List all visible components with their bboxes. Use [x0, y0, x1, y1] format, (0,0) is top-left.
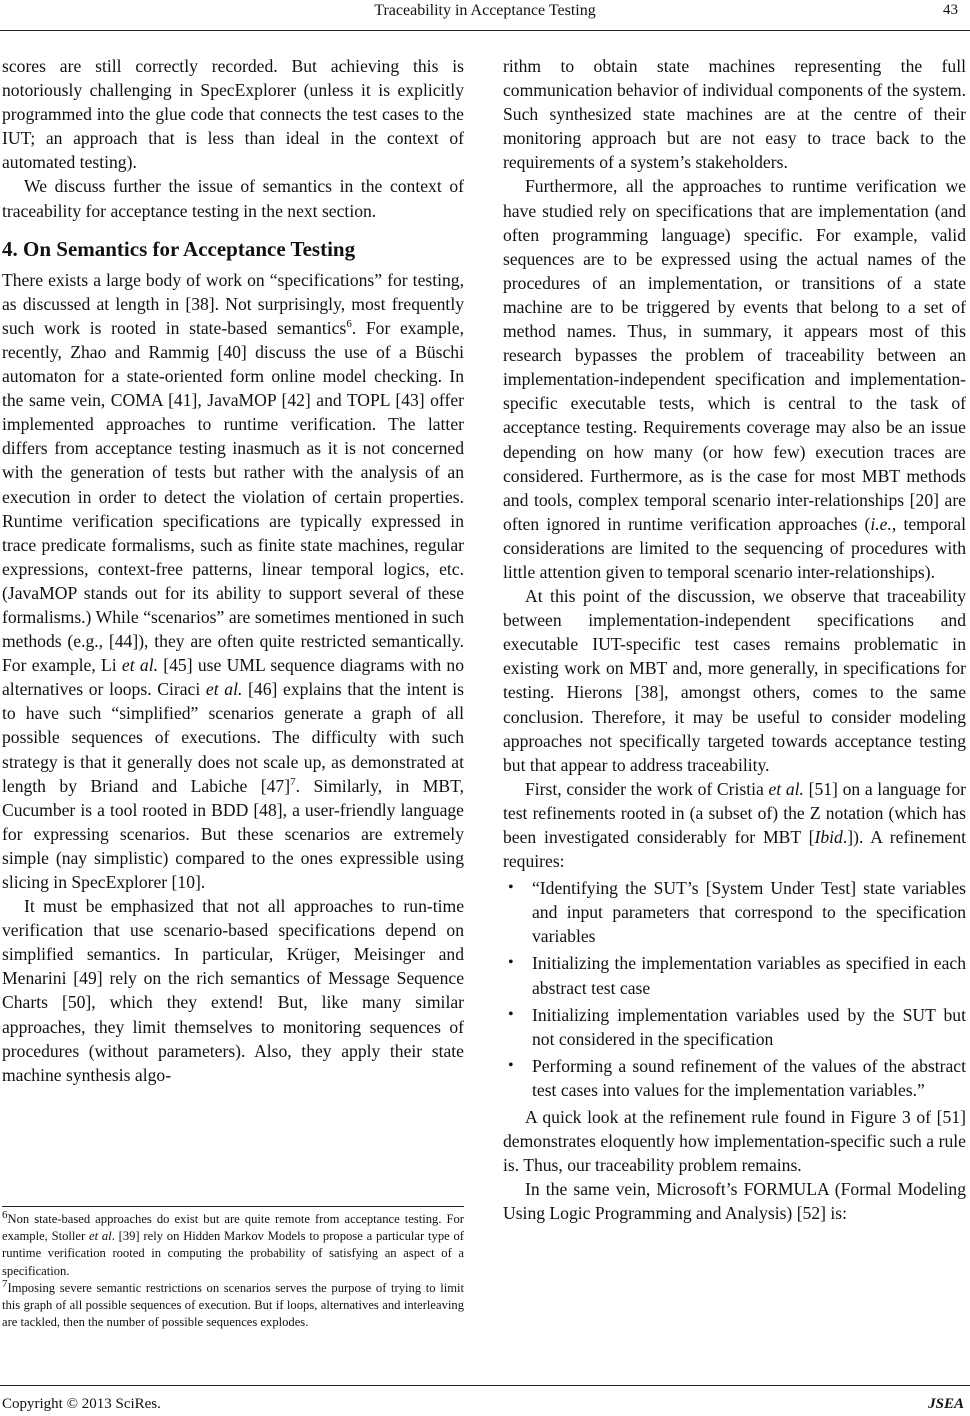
italic-run: i.e.: [870, 513, 892, 534]
text-run: , temporal considerations are limited to the sequencing of procedures with little attention given to temporal scenario inter-relationships).: [503, 513, 966, 582]
list-item-text: Performing a sound refinement of the values of the abstract test cases into values for the implementation variables.”: [532, 1055, 966, 1100]
refinement-list: [503, 876, 966, 1102]
list-item: [503, 1003, 966, 1051]
running-header: [0, 0, 970, 31]
text-run: . Similarly, in MBT, Cucumber is a tool rooted in BDD [48], a user-friendly language for expressing scenarios. But these scenarios are extremely simple (nay simplistic) compared to the ones expressible using slicing in SpecExplorer [10].: [2, 775, 464, 892]
bullet-icon: •: [508, 1005, 514, 1023]
text-run: Furthermore, all the approaches to runtime verification we have studied rely on specifications that are implementation (and often programming language) specific. For example, valid sequences are to be expressed using the actual names of the procedures of an implementation, or transitions of a state machine are to be triggered by events that belong to a set of method names. Thus, in summary, it appears most of this research bypasses the problem of traceability between an implementation-independent specification and implementation-specific executable tests, which is central to the task of acceptance testing. Requirements coverage may also be an issue depending on how many (or how few) execution traces are considered. Furthermore, as is the case for most MBT methods and tools, complex temporal scenario inter-relationships [20] are often ignored in runtime verification approaches (: [503, 176, 966, 534]
paragraph: [503, 777, 966, 873]
page-number: 43: [943, 2, 958, 18]
list-item: [503, 1054, 966, 1102]
footnotes: [2, 1206, 464, 1331]
paragraph: [503, 174, 966, 584]
list-item-text: Initializing implementation variables used by the SUT but not considered in the specification: [532, 1004, 966, 1049]
footnote-6: [2, 1208, 464, 1280]
footnote-7: [2, 1277, 464, 1332]
text-run: First, consider the work of Cristia: [525, 778, 769, 799]
paragraph: A quick look at the refinement rule found in Figure 3 of [51] demonstrates eloquently how implementation-specific such a rule is. Thus, our traceability problem remains.: [503, 1107, 966, 1176]
footnote-ref-7[interactable]: 7: [290, 775, 296, 788]
italic-run: et al.: [205, 679, 243, 700]
section-heading: 4. On Semantics for Acceptance Testing: [2, 236, 356, 261]
bullet-icon: •: [508, 879, 514, 897]
footnote-mark: 7: [2, 1277, 8, 1290]
list-item: [503, 876, 966, 948]
running-title: Traceability in Acceptance Testing: [374, 2, 596, 19]
text-run: [51] on a language for test refinements rooted in (a subset of) the Z notation (which has been investigated considerably for MBT [: [503, 778, 966, 847]
paragraph: scores are still correctly recorded. But achieving this is notoriously challenging in SpecExplorer (unless it is explicitly programmed into the glue code that connects the test cases to the IUT; an approach that is less than ideal in the context of automated testing).: [2, 56, 464, 173]
text-run: [46] explains that the intent is to have such “simplified” scenarios generate a graph of all possible sequences of executions. The difficulty with such strategy is that it generally does not scale up, as demonstrated at length by Briand and Labiche [47]: [2, 679, 464, 796]
paragraph: It must be emphasized that not all approaches to run-time verification that use scenario-based specifications depend on simplified semantics. In particular, Krüger, Meisinger and Menarini [49] rely on the rich semantics of Message Sequence Charts [50], which they extend! But, like many similar approaches, they limit themselves to monitoring sequences of procedures (without parameters). Also, they apply their state machine synthesis algo-: [2, 896, 464, 1085]
list-item-text: “Identifying the SUT’s [System Under Test] state variables and input parameters that correspond to the specification variables: [532, 878, 966, 947]
bullet-icon: •: [508, 1056, 514, 1074]
paragraph: At this point of the discussion, we observe that traceability between implementation-independent specifications and executable IUT-specific test cases remains problematic in existing work on MBT and, more generally, in specifications for testing. Hierons [38], amongst others, comes to the same conclusion. Therefore, it may be useful to consider modeling approaches not specifically targeted towards acceptance testing but that appear to address traceability.: [503, 586, 966, 775]
text-run: .]). A refinement requires:: [503, 827, 966, 872]
text-run: . [39] rely on Hidden Markov Models to propose a particular type of runtime verification rooted in computing the probability of satisfying an aspect of a specification.: [2, 1229, 464, 1278]
list-item-text: Initializing the implementation variables as specified in each abstract test case: [532, 953, 966, 998]
paragraph: [2, 268, 464, 894]
text-run: . For example, recently, Zhao and Rammig [40] discuss the use of a Büschi automaton for a state-oriented form online model checking. In the same vein, COMA [41], JavaMOP [42] and TOPL [43] offer implemented approaches to runtime verification. The latter differs from acceptance testing inasmuch as it is not concerned with the generation of tests but rather with the analysis of an execution in order to detect the violation of certain properties. Runtime verification specifications are typically expressed in trace predicate formalisms, such as finite state machines, regular expressions, context-free patterns, linear temporal logics, etc. (JavaMOP stands out for its ability to support several of these formalisms.) While “scenarios” are sometimes mentioned in such methods (e.g., [44]), they are often quite restricted semantically. For example, Li: [2, 317, 464, 676]
text-run: There exists a large body of work on “specifications” for testing, as discussed at length in [38]. Not surprisingly, most frequently such work is rooted in state-based semantics: [2, 269, 464, 338]
left-column: [2, 54, 464, 1087]
text-run: [45] use UML sequence diagrams with no alternatives or loops. Ciraci: [2, 655, 464, 700]
paragraph: rithm to obtain state machines representing the full communication behavior of individual components of the system. Such synthesized state machines are at the centre of their monitoring approach but are not easy to trace back to the requirements of a system’s stakeholders.: [503, 56, 966, 173]
footnote-mark: 6: [2, 1208, 8, 1221]
copyright: Copyright © 2013 SciRes.: [2, 1396, 161, 1412]
text-run: Non state-based approaches do exist but are quite remote from acceptance testing. For example, Stoller: [2, 1212, 464, 1244]
italic-run: Ibid: [814, 827, 843, 847]
right-column: [503, 54, 966, 1226]
page-footer: [0, 1385, 970, 1416]
italic-run: et al: [89, 1229, 112, 1244]
italic-run: et al.: [121, 655, 158, 676]
text-run: Imposing severe semantic restrictions on scenarios serves the purpose of trying to limit this graph of all possible sequences of execution. But if loops, alternatives and interleaving are tackled, then the number of possible sequences explodes.: [2, 1280, 464, 1330]
italic-run: et al.: [768, 778, 804, 799]
journal-name: JSEA: [928, 1396, 964, 1412]
paragraph: In the same vein, Microsoft’s FORMULA (Formal Modeling Using Logic Programming and Analysis) [52] is:: [503, 1179, 966, 1224]
bullet-icon: •: [508, 954, 514, 972]
list-item: [503, 951, 966, 999]
paragraph: We discuss further the issue of semantics in the context of traceability for acceptance testing in the next section.: [2, 176, 464, 221]
footnote-ref-6[interactable]: 6: [346, 317, 352, 330]
